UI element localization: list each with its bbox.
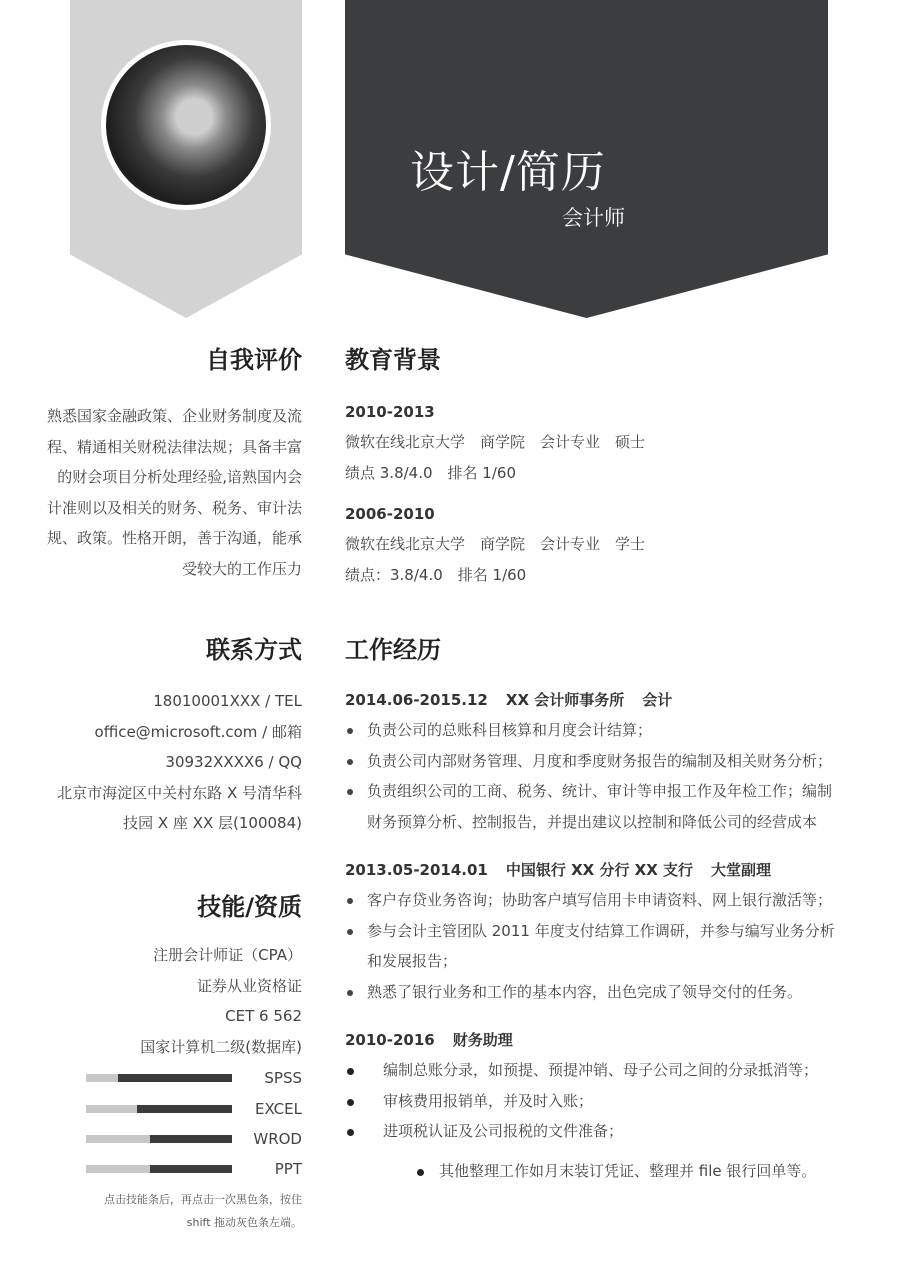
duty-item: 客户存贷业务咨询；协助客户填写信用卡申请资料、网上银行激活等；	[345, 885, 835, 916]
work-section	[345, 630, 835, 1186]
profile-photo	[101, 40, 271, 210]
cert-item: 证券从业资格证	[196, 976, 302, 995]
contact-qq: 30932XXXX6 / QQ	[165, 753, 302, 771]
duty-item: 审核费用报销单，并及时入账；	[345, 1086, 835, 1117]
skill-fill[interactable]	[150, 1135, 232, 1143]
job-header	[345, 685, 835, 715]
skills-note	[30, 1188, 302, 1234]
job-item	[345, 685, 835, 837]
duty-item: 负责组织公司的工商、税务、统计、审计等申报工作及年检工作；编制财务预算分析、控制报告，并提出建议以控制和降低公司的经营成本	[345, 776, 835, 837]
skills-title: 技能/资质	[197, 893, 302, 921]
job-company: XX 会计师事务所	[505, 691, 625, 709]
duty-item: 其他整理工作如月末装订凭证、整理并 file 银行回单等。	[415, 1156, 835, 1187]
skills-section	[30, 887, 302, 1062]
skill-fill[interactable]	[118, 1074, 232, 1082]
self-eval-line: 熟悉国家金融政策、企业财务制度及流	[46, 407, 302, 425]
job-duties	[345, 885, 835, 1007]
self-eval-section	[30, 340, 302, 584]
job-item	[345, 855, 835, 1007]
skill-fill[interactable]	[137, 1105, 232, 1113]
duty-item: 进项税认证及公司报税的文件准备；	[345, 1116, 835, 1147]
cert-item: 国家计算机二级(数据库)	[140, 1037, 302, 1056]
job-date: 2013.05-2014.01	[345, 861, 488, 879]
duty-item: 负责公司内部财务管理、月度和季度财务报告的编制及相关财务分析；	[345, 746, 835, 777]
skill-label: WROD	[253, 1130, 302, 1148]
skill-bar-ppt[interactable]	[86, 1159, 302, 1179]
education-school: 微软在线北京大学 商学院 会计专业 硕士	[345, 433, 646, 451]
skill-label: SPSS	[264, 1069, 302, 1087]
education-gpa: 绩点：3.8/4.0 排名 1/60	[345, 565, 527, 584]
self-eval-title: 自我评价	[206, 346, 302, 374]
contact-phone: 18010001XXX / TEL	[153, 692, 302, 710]
contact-section	[30, 630, 302, 839]
self-eval-line: 的财会项目分析处理经验,谙熟国内会	[57, 468, 302, 486]
job-item	[345, 1025, 835, 1186]
education-section	[345, 340, 845, 590]
self-eval-line: 程、精通相关财税法律法规；具备丰富	[46, 437, 302, 456]
education-title: 教育背景	[345, 346, 441, 374]
job-date: 2014.06-2015.12	[345, 691, 488, 709]
skills-note-line: 点击技能条后，再点击一次黑色条，按住	[104, 1193, 302, 1206]
skill-bar-spss[interactable]	[86, 1068, 302, 1088]
skill-bar-word[interactable]	[86, 1129, 302, 1149]
self-eval-line: 受较大的工作压力	[181, 559, 302, 578]
job-duties	[345, 715, 835, 837]
education-date: 2006-2010	[345, 505, 435, 523]
cert-item: CET 6 562	[225, 1007, 302, 1025]
skill-track[interactable]	[86, 1105, 232, 1113]
resume-subtitle: 会计师	[562, 206, 625, 230]
skill-track[interactable]	[86, 1074, 232, 1082]
education-gpa: 绩点 3.8/4.0 排名 1/60	[345, 463, 516, 482]
job-position: 会计	[642, 691, 673, 709]
skill-fill[interactable]	[150, 1165, 232, 1173]
skill-track[interactable]	[86, 1135, 232, 1143]
education-date: 2010-2013	[345, 403, 435, 421]
skill-label: EXCEL	[255, 1100, 302, 1118]
job-extra-duties	[415, 1156, 835, 1187]
job-header	[345, 855, 835, 885]
work-title: 工作经历	[345, 636, 441, 664]
skill-bar-excel[interactable]	[86, 1099, 302, 1119]
self-eval-line: 计准则以及相关的财务、税务、审计法	[46, 498, 302, 517]
skill-track[interactable]	[86, 1165, 232, 1173]
job-position: 财务助理	[452, 1031, 513, 1049]
skills-note-line: shift 拖动灰色条左端。	[186, 1216, 302, 1229]
contact-address: 技园 X 座 XX 层(100084)	[123, 814, 302, 832]
education-item	[345, 397, 845, 488]
job-company: 中国银行 XX 分行 XX 支行	[505, 861, 694, 879]
job-duties	[345, 1055, 835, 1147]
duty-item: 熟悉了银行业务和工作的基本内容，出色完成了领导交付的任务。	[345, 977, 835, 1008]
duty-item: 负责公司的总账科目核算和月度会计结算；	[345, 715, 835, 746]
contact-email: office@microsoft.com / 邮箱	[94, 722, 302, 741]
job-header	[345, 1025, 835, 1055]
self-eval-line: 规、政策。性格开朗，善于沟通，能承	[46, 529, 302, 547]
contact-address: 北京市海淀区中关村东路 X 号清华科	[57, 783, 302, 802]
contact-title: 联系方式	[206, 636, 302, 664]
education-school: 微软在线北京大学 商学院 会计专业 学士	[345, 535, 646, 553]
avatar-image	[106, 45, 266, 205]
education-item	[345, 499, 845, 590]
job-position: 大堂副理	[711, 861, 772, 879]
self-eval-text	[30, 401, 302, 584]
skill-label: PPT	[274, 1160, 302, 1178]
duty-item: 编制总账分录，如预提、预提冲销、母子公司之间的分录抵消等；	[345, 1055, 835, 1086]
job-date: 2010-2016	[345, 1031, 435, 1049]
duty-item: 参与会计主管团队 2011 年度支付结算工作调研，并参与编写业务分析和发展报告；	[345, 916, 835, 977]
cert-item: 注册会计师证（CPA）	[153, 946, 302, 964]
resume-title: 设计/简历	[410, 147, 606, 198]
